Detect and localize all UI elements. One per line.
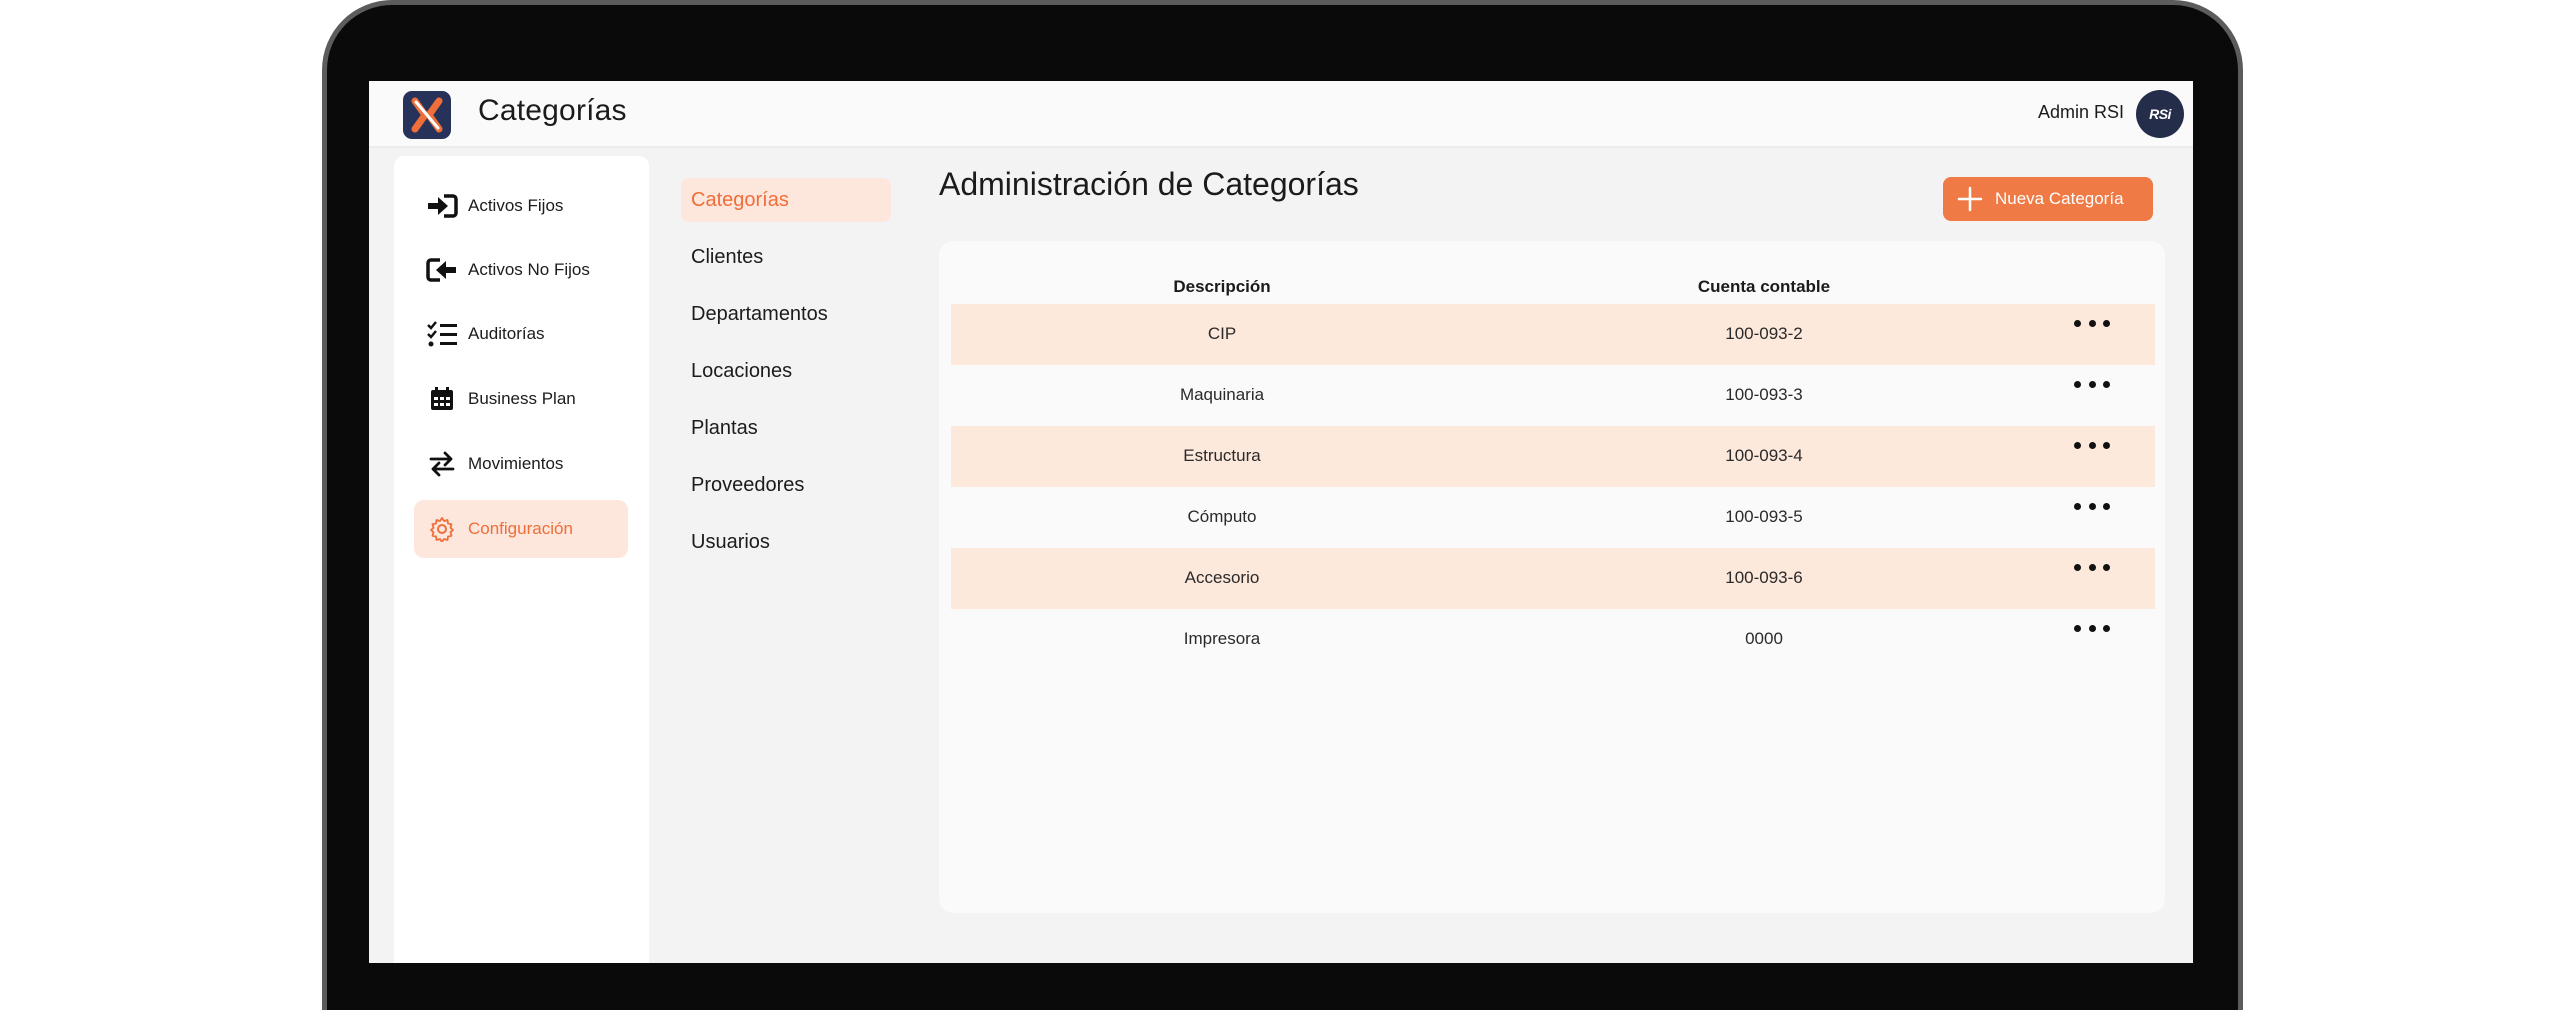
- subnav-item-locaciones[interactable]: Locaciones: [691, 359, 793, 382]
- categories-table: [939, 241, 2165, 913]
- content-title: Administración de Categorías: [939, 166, 1359, 202]
- user-name[interactable]: Admin RSI: [2037, 102, 2124, 122]
- sidebar-item-configuracion[interactable]: [414, 500, 628, 558]
- cell-cuenta: 100-093-5: [1725, 507, 1803, 526]
- new-category-label: Nueva Categoría: [1995, 189, 2124, 208]
- sidebar-item-label: Activos No Fijos: [468, 260, 590, 279]
- column-header-cuenta-contable[interactable]: Cuenta contable: [1697, 277, 1831, 296]
- cell-cuenta: 0000: [1745, 629, 1783, 648]
- table-row[interactable]: [951, 365, 2155, 426]
- transfer-arrows-icon: [426, 449, 458, 479]
- app-logo[interactable]: [403, 91, 451, 139]
- sidebar-item-activos-no-fijos[interactable]: [414, 241, 628, 299]
- cell-descripcion: Impresora: [1183, 629, 1261, 648]
- subnav-item-usuarios[interactable]: Usuarios: [691, 530, 770, 553]
- top-bar: [369, 81, 2193, 148]
- sidebar: [394, 156, 649, 963]
- cell-cuenta: 100-093-6: [1725, 568, 1803, 587]
- new-category-button[interactable]: [1943, 177, 2153, 221]
- more-actions-icon[interactable]: [2074, 375, 2110, 393]
- column-header-descripcion[interactable]: Descripción: [1173, 277, 1271, 296]
- sidebar-item-business-plan[interactable]: [414, 370, 628, 428]
- more-actions-icon[interactable]: [2074, 436, 2110, 454]
- sidebar-item-auditorias[interactable]: [414, 305, 628, 363]
- cell-cuenta: 100-093-2: [1725, 324, 1803, 343]
- avatar[interactable]: RSi: [2136, 90, 2184, 138]
- more-actions-icon[interactable]: [2074, 619, 2110, 637]
- checklist-icon: [426, 319, 458, 349]
- cell-descripcion: Estructura: [1183, 446, 1261, 465]
- subnav-item-departamentos[interactable]: Departamentos: [691, 302, 828, 325]
- table-row[interactable]: [951, 426, 2155, 487]
- app-screen: [369, 81, 2193, 963]
- subnav-item-plantas[interactable]: Plantas: [691, 416, 758, 439]
- sidebar-item-label: Business Plan: [468, 389, 576, 408]
- cell-descripcion: CIP: [1207, 324, 1237, 343]
- plus-icon: [1957, 186, 1983, 212]
- calendar-icon: [426, 384, 458, 414]
- more-actions-icon[interactable]: [2074, 497, 2110, 515]
- sidebar-item-movimientos[interactable]: [414, 435, 628, 493]
- sidebar-item-label: Movimientos: [468, 454, 564, 473]
- subnav-item-categorias[interactable]: Categorías: [681, 178, 891, 222]
- cell-descripcion: Accesorio: [1184, 568, 1260, 587]
- page-title: Categorías: [478, 94, 627, 127]
- cell-descripcion: Maquinaria: [1179, 385, 1265, 404]
- subnav-item-clientes[interactable]: Clientes: [691, 245, 764, 268]
- sidebar-item-activos-fijos[interactable]: [414, 177, 628, 235]
- sidebar-item-label: Activos Fijos: [468, 196, 564, 215]
- more-actions-icon[interactable]: [2074, 558, 2110, 576]
- table-row[interactable]: [951, 304, 2155, 365]
- table-row[interactable]: [951, 487, 2155, 548]
- sign-out-icon: [426, 255, 458, 285]
- gear-icon: [426, 514, 458, 544]
- subnav-item-proveedores[interactable]: Proveedores: [691, 473, 805, 496]
- cell-cuenta: 100-093-3: [1725, 385, 1803, 404]
- more-actions-icon[interactable]: [2074, 314, 2110, 332]
- sidebar-item-label: Auditorías: [468, 324, 545, 343]
- cell-cuenta: 100-093-4: [1725, 446, 1803, 465]
- cell-descripcion: Cómputo: [1187, 507, 1257, 526]
- table-row[interactable]: [951, 548, 2155, 609]
- table-row[interactable]: [951, 609, 2155, 670]
- sidebar-item-label: Configuración: [468, 519, 573, 538]
- sign-in-icon: [426, 191, 458, 221]
